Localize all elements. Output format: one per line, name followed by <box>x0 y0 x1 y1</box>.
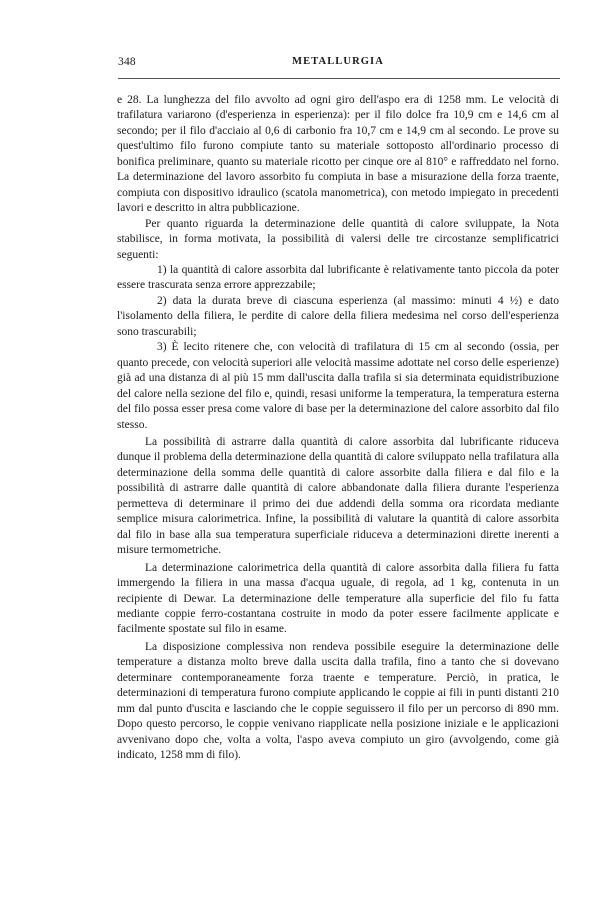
paragraph-calorimetry: La determinazione calorimetrica della quantità di calore assorbita dalla filiera fu fatta immergendo la filiera in una massa d'acqua uguale, di regola, ad 1 kg, contenuta in un recipiente di Dewar. La determinazione delle temperature alla superficie del filo fu fatta mediante coppie ferro-costantana costruite in modo da poter essere facilmente applicate e facilmente spostate sul filo in esame. <box>117 561 559 636</box>
header-rule <box>118 78 560 79</box>
list-item-wire-temperature: 3) È lecito ritenere che, con velocità di trafilatura di 15 cm al secondo (ossia, per quanto precede, con velocità superiori alle velocità massime adottate nel corso delle esperienze) già ad una distanza di al più 15 mm dall'uscita dalla trafila si sia determinata equidistribuzione del calore nella sezione del filo e, quindi, resasi uniforme la temperatura, la temperatura esterna del filo possa esser presa come valore di base per la determinazione del calore assorbito dal filo stesso. <box>117 341 559 431</box>
body-text <box>117 93 559 763</box>
paragraph-simplification: La possibilità di astrarre dalla quantità di calore assorbita dal lubrificante riduceva dunque il problema della determinazione della quantità di calore sviluppato nella trafilatura alla determinazione della somma delle quantità di calore assorbite dalla filiera e dal filo e la possibilità di astrarre dalle quantità di calore abbandonate dalla filiera durante l'esperienza permetteva di determinare il primo dei due addendi della somma ora ricordata mediante semplice misura calorimetrica. Infine, la possibilità di valutare la quantità di calore assorbita dal filo in base alla sua temperatura superficiale riduceva a determinazioni dirette inerenti a misure termometriche. <box>117 435 559 557</box>
page-header <box>118 56 558 72</box>
page-number: 348 <box>118 56 136 68</box>
paragraph-arrangement: La disposizione complessiva non rendeva possibile eseguire la determinazione delle temperature a distanza molto breve dalla uscita dalla trafila, fino a tanto che si dovevano determinare contemporaneamente forza traente e temperature. Perciò, in pratica, le determinazioni di temperatura furono compiute applicando le coppie ai fili in punti distanti 210 mm dal punto d'uscita e lasciando che le coppie seguissero il filo per un percorso di 890 mm. Dopo questo percorso, le coppie venivano riapplicate nella posizione iniziale e le applicazioni avvenivano dopo che, volta a volta, l'aspo aveva compiuto un giro (avvolgendo, come già indicato, 1258 mm di filo). <box>117 640 559 762</box>
paragraph-heat-quantities: Per quanto riguarda la determinazione delle quantità di calore sviluppate, la Nota stabilisce, in forma motivata, la possibilità di valersi delle tre circostanze semplificatrici seguenti: <box>117 217 559 261</box>
list-item-lubricant: 1) la quantità di calore assorbita dal lubrificante è relativamente tanto piccola da poter essere trascurata senza errore apprezzabile; <box>117 263 559 292</box>
running-title: METALLURGIA <box>292 56 384 67</box>
list-item-die-losses: 2) data la durata breve di ciascuna esperienza (al massimo: minuti 4 ½) e dato l'isolamento della filiera, le perdite di calore della filiera medesima nel corso dell'esperienza sono trascurabili; <box>117 294 559 338</box>
paragraph-continuation: e 28. La lunghezza del filo avvolto ad ogni giro dell'aspo era di 1258 mm. Le velocità di trafilatura variarono (d'esperienza in esperienza): per il filo dolce fra 10,9 cm e 14,6 cm al secondo; per il filo d'acciaio al 0,6 di carbonio fra 10,7 cm e 14,9 cm al secondo. Le prove su quest'ultimo filo furono compiute tanto su materiale sottoposto all'ordinario processo di bonifica preliminare, quanto su materiale ricotto per cinque ore al 810° e raffreddato nel forno. La determinazione del lavoro assorbito fu compiuta in base a misurazione della forza traente, compiuta con dispositivo idraulico (scatola manometrica), con metodo impiegato in precedenti lavori e descritto in altra pubblicazione. <box>117 94 559 215</box>
